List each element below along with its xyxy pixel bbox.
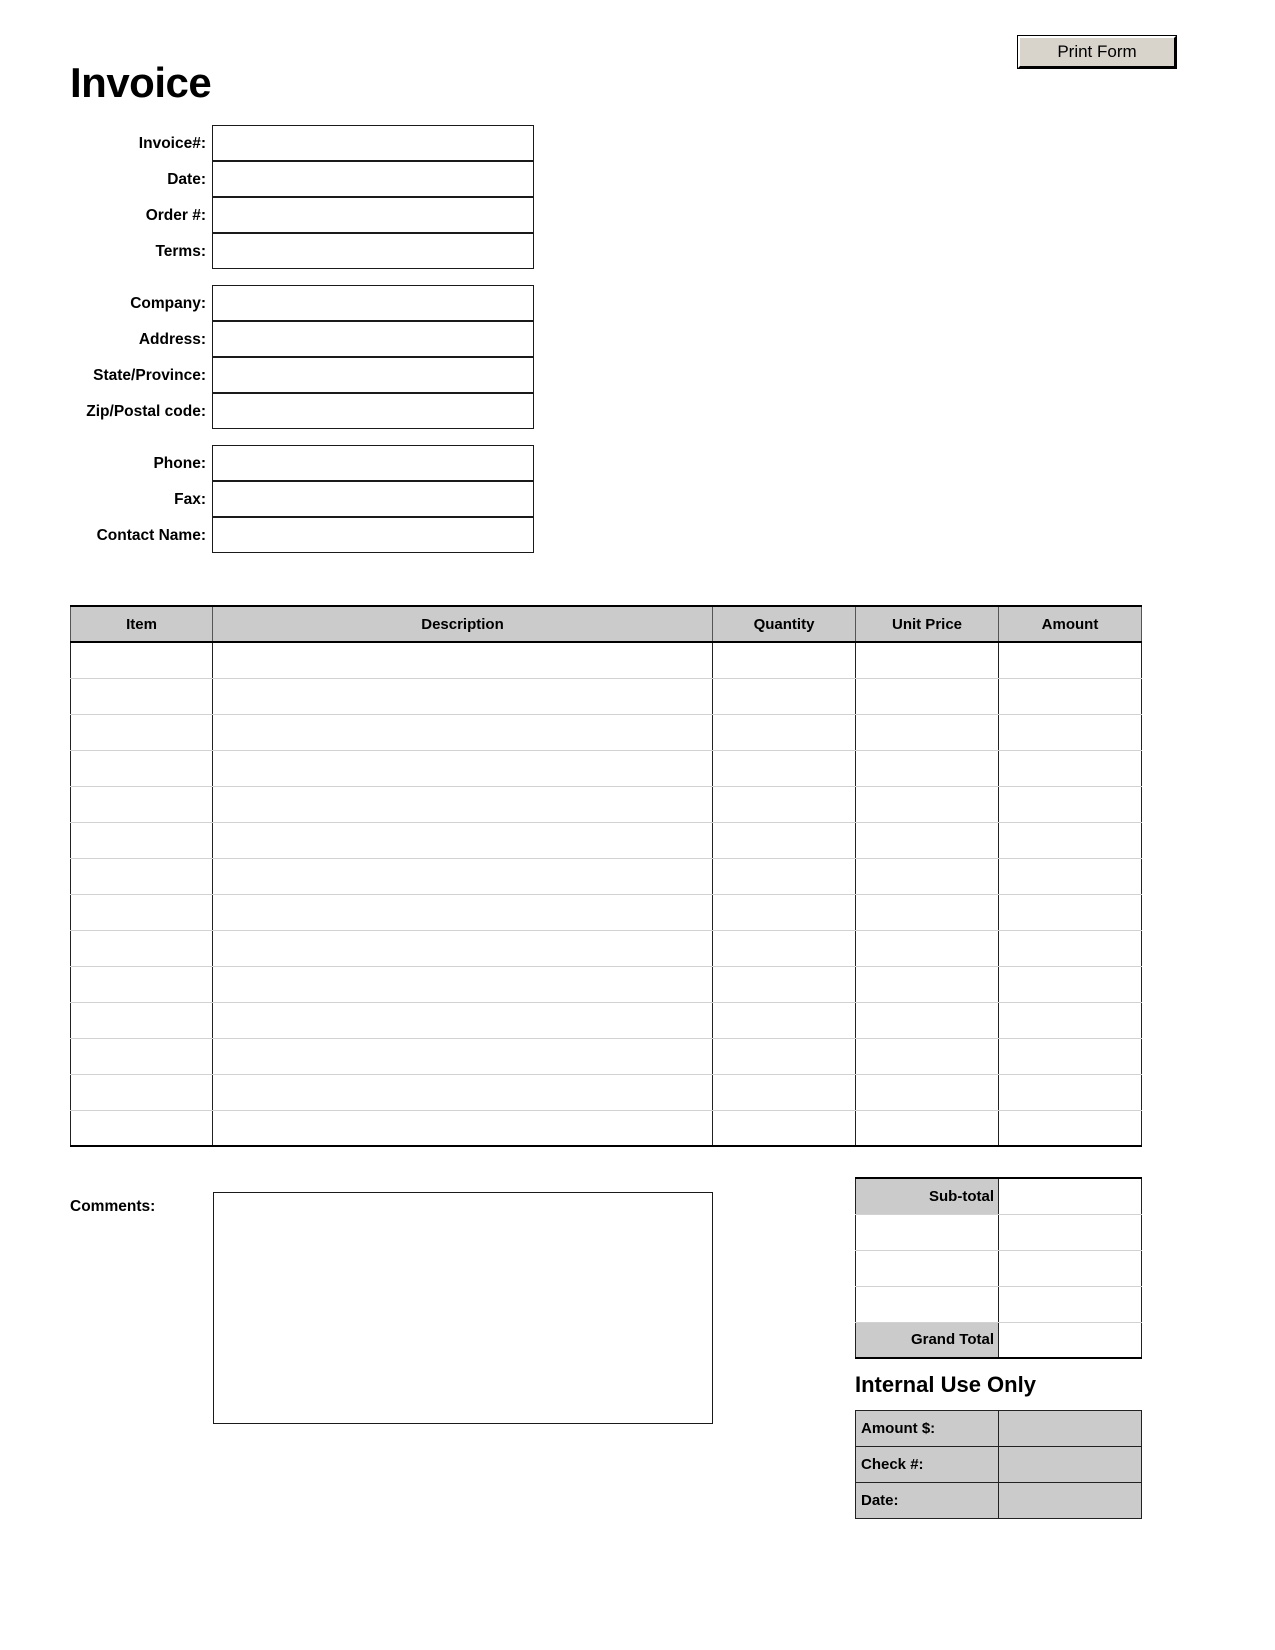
input-amount-row-4[interactable] [999,751,1141,786]
total-row-2-input[interactable] [999,1215,1141,1250]
totals-row [856,1322,1142,1358]
input-item-row-11[interactable] [71,1003,212,1038]
input-description-row-7[interactable] [213,859,712,894]
print-form-button[interactable]: Print Form [1018,36,1176,68]
cell-quantity [713,822,856,858]
cell-item [71,678,213,714]
internal-date-label: Date: [856,1483,999,1519]
sub-total-input[interactable] [999,1179,1141,1214]
table-row [71,1038,1142,1074]
input-unit_price-row-12[interactable] [856,1039,998,1074]
input-amount-row-9[interactable] [999,931,1141,966]
cell-description [213,786,713,822]
sub-total-value-cell [999,1178,1142,1214]
cell-description [213,1002,713,1038]
internal-use-row [856,1483,1142,1519]
input-description-row-5[interactable] [213,787,712,822]
input-item-row-5[interactable] [71,787,212,822]
address-input[interactable] [212,321,534,357]
field-row-company [70,286,534,322]
internal-check-number-input[interactable] [999,1447,1141,1482]
company-input[interactable] [212,285,534,321]
input-description-row-3[interactable] [213,715,712,750]
field-row-terms [70,234,534,270]
cell-amount [999,1110,1142,1146]
cell-description [213,678,713,714]
cell-unit_price [856,786,999,822]
input-description-row-10[interactable] [213,967,712,1002]
state-province-input[interactable] [212,357,534,393]
input-unit_price-row-10[interactable] [856,967,998,1002]
totals-table [855,1177,1142,1359]
column-header-description: Description [213,606,713,642]
cell-item [71,966,213,1002]
invoice-date-input[interactable] [212,161,534,197]
input-amount-row-8[interactable] [999,895,1141,930]
total-row-3-label [856,1250,999,1286]
order-number-input[interactable] [212,197,534,233]
input-quantity-row-7[interactable] [713,859,855,894]
cell-description [213,642,713,678]
cell-amount [999,1002,1142,1038]
invoice-date-label: Date: [167,171,206,188]
field-row-invoice-date [70,162,534,198]
input-item-row-2[interactable] [71,679,212,714]
cell-item [71,930,213,966]
cell-quantity [713,858,856,894]
input-item-row-9[interactable] [71,931,212,966]
input-amount-row-6[interactable] [999,823,1141,858]
cell-amount [999,894,1142,930]
cell-quantity [713,966,856,1002]
input-quantity-row-5[interactable] [713,787,855,822]
contact-name-input[interactable] [212,517,534,553]
input-description-row-1[interactable] [213,643,712,678]
comments-input[interactable] [213,1192,713,1424]
cell-description [213,858,713,894]
input-quantity-row-8[interactable] [713,895,855,930]
input-description-row-11[interactable] [213,1003,712,1038]
cell-item [71,1110,213,1146]
cell-item [71,822,213,858]
internal-date-value-cell [999,1483,1142,1519]
zip-postal-code-label: Zip/Postal code: [86,403,206,420]
internal-date-input[interactable] [999,1483,1141,1518]
input-unit_price-row-6[interactable] [856,823,998,858]
cell-description [213,1074,713,1110]
address-label: Address: [138,331,206,348]
total-row-4-label [856,1286,999,1322]
line-items-body [71,642,1142,1146]
input-item-row-12[interactable] [71,1039,212,1074]
table-row [71,786,1142,822]
totals-body [856,1178,1142,1358]
input-item-row-1[interactable] [71,643,212,678]
table-row [71,1110,1142,1146]
table-row [71,678,1142,714]
input-item-row-3[interactable] [71,715,212,750]
totals-row [856,1286,1142,1322]
cell-description [213,930,713,966]
input-unit_price-row-4[interactable] [856,751,998,786]
total-row-2-value-cell [999,1214,1142,1250]
cell-unit_price [856,678,999,714]
cell-amount [999,1038,1142,1074]
cell-unit_price [856,930,999,966]
cell-unit_price [856,894,999,930]
input-description-row-6[interactable] [213,823,712,858]
input-description-row-4[interactable] [213,751,712,786]
grand-total-label: Grand Total [856,1322,999,1358]
cell-quantity [713,1002,856,1038]
internal-use-table [855,1410,1142,1519]
input-unit_price-row-5[interactable] [856,787,998,822]
table-row [71,1002,1142,1038]
input-item-row-4[interactable] [71,751,212,786]
cell-item [71,1002,213,1038]
cell-item [71,750,213,786]
phone-input[interactable] [212,445,534,481]
input-unit_price-row-11[interactable] [856,1003,998,1038]
cell-description [213,1038,713,1074]
cell-quantity [713,1038,856,1074]
input-item-row-7[interactable] [71,859,212,894]
input-quantity-row-9[interactable] [713,931,855,966]
cell-amount [999,678,1142,714]
contact-name-label: Contact Name: [96,527,206,544]
line-items-head [71,606,1142,642]
cell-unit_price [856,822,999,858]
input-amount-row-13[interactable] [999,1075,1141,1110]
input-description-row-2[interactable] [213,679,712,714]
input-unit_price-row-9[interactable] [856,931,998,966]
cell-item [71,1074,213,1110]
table-row [71,966,1142,1002]
cell-amount [999,1074,1142,1110]
total-row-4-input[interactable] [999,1287,1141,1322]
internal-amount-value-cell [999,1411,1142,1447]
input-quantity-row-12[interactable] [713,1039,855,1074]
company-label: Company: [130,295,206,312]
input-description-row-12[interactable] [213,1039,712,1074]
table-row [71,930,1142,966]
input-quantity-row-3[interactable] [713,715,855,750]
input-amount-row-14[interactable] [999,1111,1141,1146]
input-unit_price-row-1[interactable] [856,643,998,678]
cell-quantity [713,1110,856,1146]
field-row-state-province [70,358,534,394]
input-quantity-row-13[interactable] [713,1075,855,1110]
internal-check-number-value-cell [999,1447,1142,1483]
invoice-details-group [70,126,534,270]
cell-quantity [713,750,856,786]
internal-use-heading: Internal Use Only [855,1372,1036,1397]
input-quantity-row-6[interactable] [713,823,855,858]
input-unit_price-row-8[interactable] [856,895,998,930]
column-header-quantity: Quantity [713,606,856,642]
internal-use-row [856,1447,1142,1483]
field-row-address [70,322,534,358]
internal-amount-input[interactable] [999,1411,1141,1446]
grand-total-input[interactable] [999,1323,1141,1358]
input-item-row-10[interactable] [71,967,212,1002]
input-item-row-14[interactable] [71,1111,212,1146]
input-quantity-row-2[interactable] [713,679,855,714]
cell-unit_price [856,1110,999,1146]
cell-amount [999,966,1142,1002]
cell-quantity [713,678,856,714]
cell-amount [999,750,1142,786]
internal-amount-label: Amount $: [856,1411,999,1447]
input-item-row-13[interactable] [71,1075,212,1110]
input-unit_price-row-14[interactable] [856,1111,998,1146]
field-row-contact-name [70,518,534,554]
cell-description [213,1110,713,1146]
state-province-label: State/Province: [93,367,206,384]
cell-description [213,894,713,930]
fax-input[interactable] [212,481,534,517]
total-row-3-input[interactable] [999,1251,1141,1286]
contact-details-group [70,446,534,554]
total-row-4-value-cell [999,1286,1142,1322]
cell-quantity [713,642,856,678]
totals-row [856,1250,1142,1286]
input-unit_price-row-2[interactable] [856,679,998,714]
cell-description [213,714,713,750]
input-description-row-8[interactable] [213,895,712,930]
input-quantity-row-11[interactable] [713,1003,855,1038]
cell-quantity [713,894,856,930]
cell-description [213,822,713,858]
cell-amount [999,858,1142,894]
input-amount-row-5[interactable] [999,787,1141,822]
cell-unit_price [856,1002,999,1038]
input-amount-row-12[interactable] [999,1039,1141,1074]
column-header-unit-price: Unit Price [856,606,999,642]
fax-label: Fax: [174,491,206,508]
cell-amount [999,714,1142,750]
input-quantity-row-4[interactable] [713,751,855,786]
total-row-3-value-cell [999,1250,1142,1286]
cell-unit_price [856,714,999,750]
internal-use-row [856,1411,1142,1447]
table-row [71,822,1142,858]
cell-item [71,894,213,930]
internal-use-body [856,1411,1142,1519]
invoice-number-label: Invoice#: [138,135,206,152]
cell-description [213,750,713,786]
input-quantity-row-10[interactable] [713,967,855,1002]
terms-input[interactable] [212,233,534,269]
grand-total-value-cell [999,1322,1142,1358]
cell-item [71,858,213,894]
input-description-row-9[interactable] [213,931,712,966]
cell-amount [999,786,1142,822]
cell-unit_price [856,642,999,678]
table-row [71,858,1142,894]
field-row-zip-postal-code [70,394,534,430]
input-unit_price-row-13[interactable] [856,1075,998,1110]
line-items-header-row [71,606,1142,642]
column-header-item: Item [71,606,213,642]
cell-quantity [713,930,856,966]
input-item-row-6[interactable] [71,823,212,858]
input-amount-row-1[interactable] [999,643,1141,678]
table-row [71,750,1142,786]
column-header-amount: Amount [999,606,1142,642]
cell-unit_price [856,966,999,1002]
cell-quantity [713,714,856,750]
input-amount-row-7[interactable] [999,859,1141,894]
input-amount-row-10[interactable] [999,967,1141,1002]
order-number-label: Order #: [145,207,206,224]
table-row [71,1074,1142,1110]
cell-amount [999,822,1142,858]
field-row-fax [70,482,534,518]
internal-check-number-label: Check #: [856,1447,999,1483]
sub-total-label: Sub-total [856,1178,999,1214]
field-row-order-number [70,198,534,234]
terms-label: Terms: [155,243,206,260]
input-amount-row-11[interactable] [999,1003,1141,1038]
company-details-group [70,286,534,430]
invoice-number-input[interactable] [212,125,534,161]
cell-item [71,642,213,678]
cell-description [213,966,713,1002]
table-row [71,642,1142,678]
comments-label: Comments: [70,1198,156,1215]
table-row [71,714,1142,750]
input-quantity-row-14[interactable] [713,1111,855,1146]
input-amount-row-2[interactable] [999,679,1141,714]
cell-unit_price [856,750,999,786]
input-item-row-8[interactable] [71,895,212,930]
cell-unit_price [856,858,999,894]
input-description-row-14[interactable] [213,1111,712,1146]
field-row-phone [70,446,534,482]
page-title: Invoice [70,59,212,106]
table-row [71,894,1142,930]
phone-label: Phone: [153,455,206,472]
field-row-invoice-number [70,126,534,162]
cell-item [71,786,213,822]
input-unit_price-row-7[interactable] [856,859,998,894]
cell-item [71,714,213,750]
line-items-table [70,605,1142,1147]
cell-amount [999,930,1142,966]
totals-row [856,1214,1142,1250]
cell-amount [999,642,1142,678]
input-quantity-row-1[interactable] [713,643,855,678]
cell-quantity [713,786,856,822]
totals-row [856,1178,1142,1214]
cell-unit_price [856,1074,999,1110]
zip-postal-code-input[interactable] [212,393,534,429]
cell-quantity [713,1074,856,1110]
cell-unit_price [856,1038,999,1074]
input-amount-row-3[interactable] [999,715,1141,750]
cell-item [71,1038,213,1074]
total-row-2-label [856,1214,999,1250]
input-unit_price-row-3[interactable] [856,715,998,750]
input-description-row-13[interactable] [213,1075,712,1110]
